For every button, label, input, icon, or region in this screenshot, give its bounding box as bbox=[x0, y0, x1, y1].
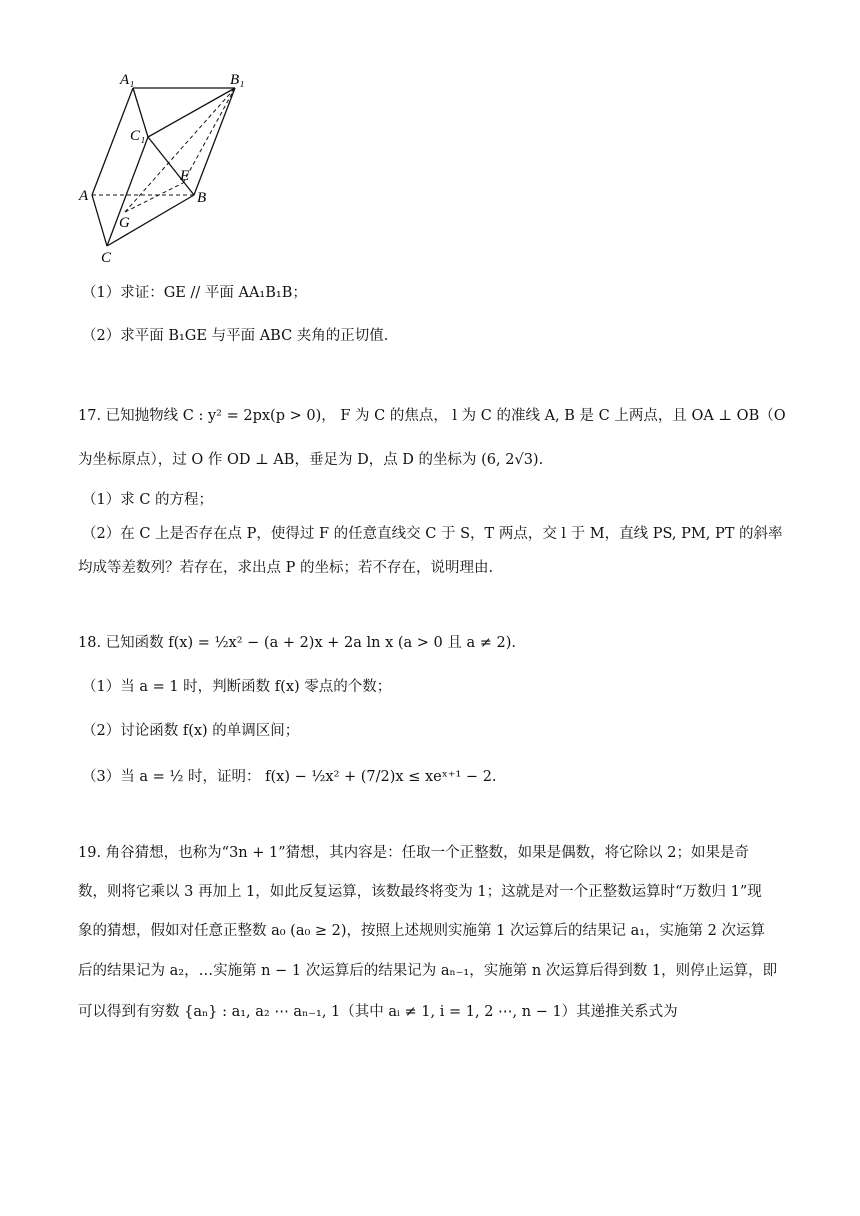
segment-G-B1 bbox=[125, 88, 235, 212]
label-A: A bbox=[79, 188, 89, 204]
problem18-part3: （3）当 a = ½ 时，证明： f(x) − ½x² + (7/2)x ≤ xeˣ⁺¹ − 2. bbox=[82, 769, 497, 785]
problem17-stem-line2: 为坐标原点），过 O 作 OD ⊥ AB，垂足为 D，点 D 的坐标为 (6, 2√3). bbox=[78, 452, 544, 468]
label-B: B bbox=[197, 190, 207, 206]
edge-C1-B bbox=[148, 137, 194, 195]
label-E: E bbox=[180, 168, 190, 184]
problem17-part2-line2: 均成等差数列？若存在，求出点 P 的坐标；若不存在，说明理由. bbox=[78, 560, 494, 576]
problem17-stem-line1: 17. 已知抛物线 C : y² = 2px(p > 0)， F 为 C 的焦点， l 为 C 的准线 A, B 是 C 上两点，且 OA ⊥ OB（O bbox=[78, 408, 786, 424]
problem19-line4: 后的结果记为 a₂，…实施第 n − 1 次运算后的结果记为 aₙ₋₁，实施第 n 次运算后得到数 1，则停止运算，即 bbox=[78, 963, 778, 979]
label-A1: A₁ bbox=[120, 72, 135, 88]
problem16-part2: （2）求平面 B₁GE 与平面 ABC 夹角的正切值. bbox=[82, 328, 389, 344]
label-B1: B₁ bbox=[230, 72, 245, 88]
edge-B1-B bbox=[194, 88, 235, 195]
problem19-line3: 象的猜想，假如对任意正整数 a₀ (a₀ ≥ 2)，按照上述规则实施第 1 次运算后的结果记 a₁，实施第 2 次运算 bbox=[78, 923, 765, 939]
segment-G-E bbox=[125, 183, 183, 212]
label-C1: C₁ bbox=[130, 128, 146, 144]
label-G: G bbox=[119, 215, 130, 231]
prism-figure bbox=[70, 62, 260, 272]
edge-A1-A bbox=[92, 88, 133, 195]
problem16-part1: （1）求证：GE // 平面 AA₁B₁B； bbox=[82, 285, 307, 301]
problem17-part1: （1）求 C 的方程； bbox=[82, 492, 214, 508]
edge-A-C bbox=[92, 195, 107, 246]
problem19-line1: 19. 角谷猜想，也称为“3n + 1”猜想，其内容是：任取一个正整数，如果是偶数，将它除以 2；如果是奇 bbox=[78, 845, 749, 861]
problem19-line5: 可以得到有穷数 {aₙ} : a₁, a₂ ⋯ aₙ₋₁, 1（其中 aᵢ ≠ 1, i = 1, 2 ⋯, n − 1）其递推关系式为 bbox=[78, 1004, 678, 1020]
problem18-stem: 18. 已知函数 f(x) = ½x² − (a + 2)x + 2a ln x (a > 0 且 a ≠ 2). bbox=[78, 635, 516, 651]
problem19-line2: 数，则将它乘以 3 再加上 1，如此反复运算，该数最终将变为 1；这就是对一个正整数运算时“万数归 1”现 bbox=[78, 884, 762, 900]
problem18-part1: （1）当 a = 1 时，判断函数 f(x) 零点的个数； bbox=[82, 679, 392, 695]
problem18-part2: （2）讨论函数 f(x) 的单调区间； bbox=[82, 723, 300, 739]
problem17-part2-line1: （2）在 C 上是否存在点 P，使得过 F 的任意直线交 C 于 S，T 两点，交 l 于 M，直线 PS, PM, PT 的斜率 bbox=[82, 526, 783, 542]
label-C: C bbox=[101, 250, 112, 266]
